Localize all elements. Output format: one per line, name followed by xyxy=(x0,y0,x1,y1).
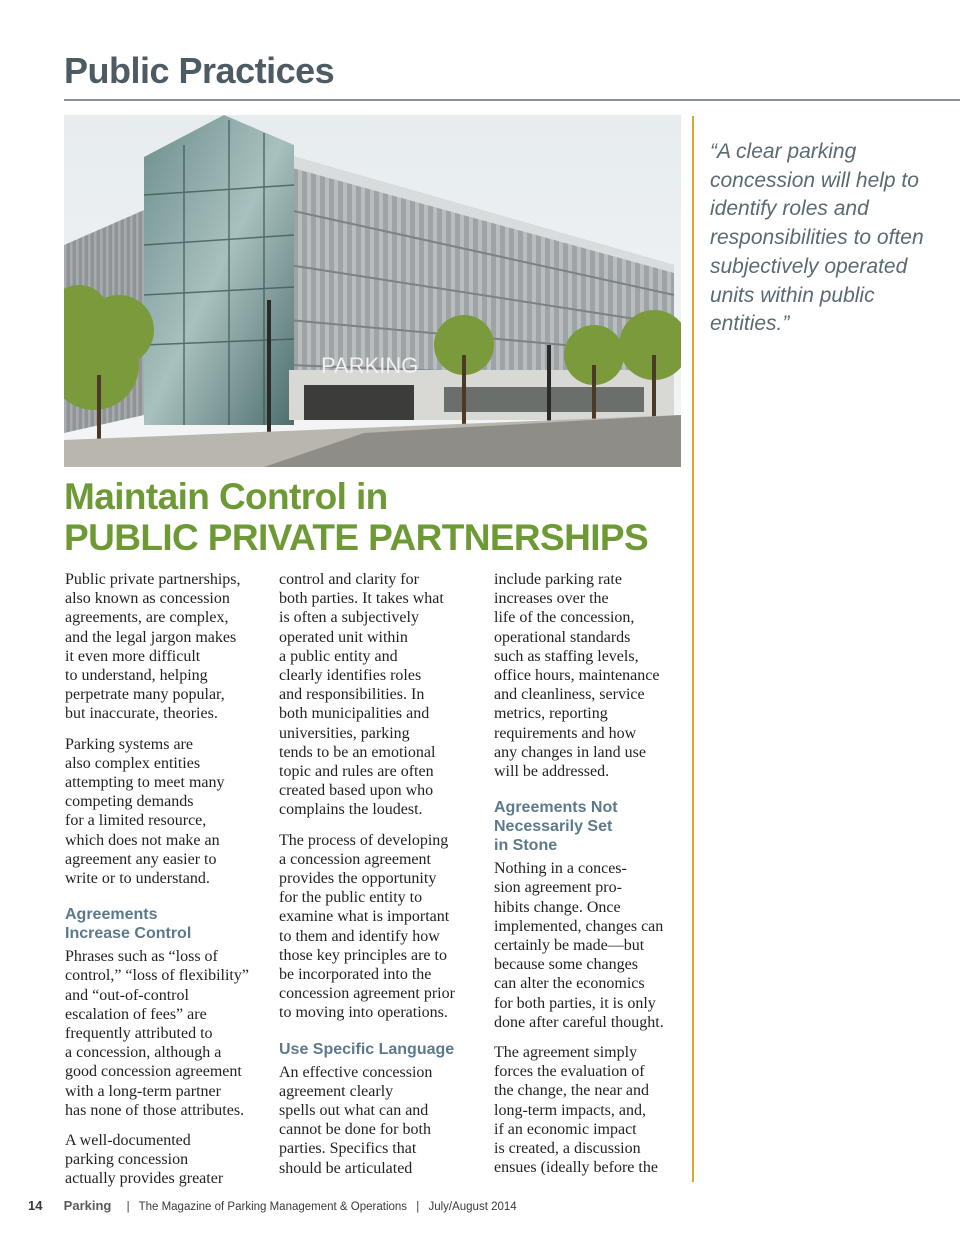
subheading-agreements-not-set-in-stone: Agreements Not Necessarily Set in Stone xyxy=(494,799,618,855)
paragraph: Public private partnerships, also known as concession agreements, are complex, and the legal jargon makes it even more difficult to understand, helping perpetrate many popular, but inaccurate, theories. xyxy=(65,571,241,723)
subheading-agreements-increase-control: Agreements Increase Control xyxy=(65,906,192,943)
paragraph: Nothing in a conces- sion agreement pro- hibits change. Once implemented, changes can certainly be made—but because some changes can alter the economics for both parties, it is only done after careful thought. xyxy=(494,860,664,1031)
footer-separator: | xyxy=(126,1201,130,1213)
page-footer xyxy=(28,1198,517,1213)
parking-sign-text: PARKING xyxy=(321,353,419,378)
body-column-1 xyxy=(65,570,255,1200)
paragraph: The agreement simply forces the evaluation of the change, the near and long-term impacts, and, if an economic impact is created, a discussion ensues (ideally before the xyxy=(494,1044,658,1177)
section-title: Public Practices xyxy=(64,50,335,91)
pull-quote: “A clear parking concession will help to identify roles and responsibilities to often subjectively operated units within public entities.” xyxy=(710,140,924,336)
paragraph: An effective concession agreement clearly spells out what can and cannot be done for both parties. Specifics that should be articulated xyxy=(279,1063,433,1177)
magazine-name: Parking xyxy=(63,1198,112,1213)
subheading-use-specific-language: Use Specific Language xyxy=(279,1040,455,1058)
paragraph: Phrases such as “loss of control,” “loss of flexibility” and “out-of-control escalation of fees” are frequently attributed to a concession, although a good concession agreement with a long-term partner has none of those attributes. xyxy=(65,948,249,1119)
header-rule xyxy=(64,99,960,101)
magazine-tagline: The Magazine of Parking Management & Operations xyxy=(138,1201,408,1213)
pull-quote-rule xyxy=(692,116,694,1182)
footer-separator: | xyxy=(416,1201,420,1213)
body-column-3 xyxy=(494,570,684,1188)
paragraph: A well-documented parking concession actually provides greater xyxy=(65,1132,224,1188)
headline-line-1: Maintain Control in xyxy=(64,476,388,517)
paragraph: Parking systems are also complex entities attempting to meet many competing demands for a limited resource, which does not make an agreement any easier to write or to understand. xyxy=(65,735,225,888)
parking-garage-photo xyxy=(64,115,681,467)
headline-line-2: PUBLIC PRIVATE PARTNERSHIPS xyxy=(64,517,649,558)
issue-date: July/August 2014 xyxy=(428,1201,517,1213)
paragraph: The process of developing a concession agreement provides the opportunity for the public entity to examine what is important to them and identify how those key principles are to be incorporated into the concession agreement prior to moving into operations. xyxy=(279,831,455,1022)
paragraph: control and clarity for both parties. It takes what is often a subjectively operated unit within a public entity and clearly identifies roles and responsibilities. In both municipalities and universities, parking tends to be an emotional topic and rules are often created based upon who complains the loudest. xyxy=(279,571,444,819)
page-number: 14 xyxy=(28,1198,43,1213)
paragraph: include parking rate increases over the life of the concession, operational standards such as staffing levels, office hours, maintenance and cleanliness, service metrics, reporting requirements and how any changes in land use will be addressed. xyxy=(494,571,660,781)
body-column-2 xyxy=(279,570,469,1189)
article-headline xyxy=(64,476,648,558)
